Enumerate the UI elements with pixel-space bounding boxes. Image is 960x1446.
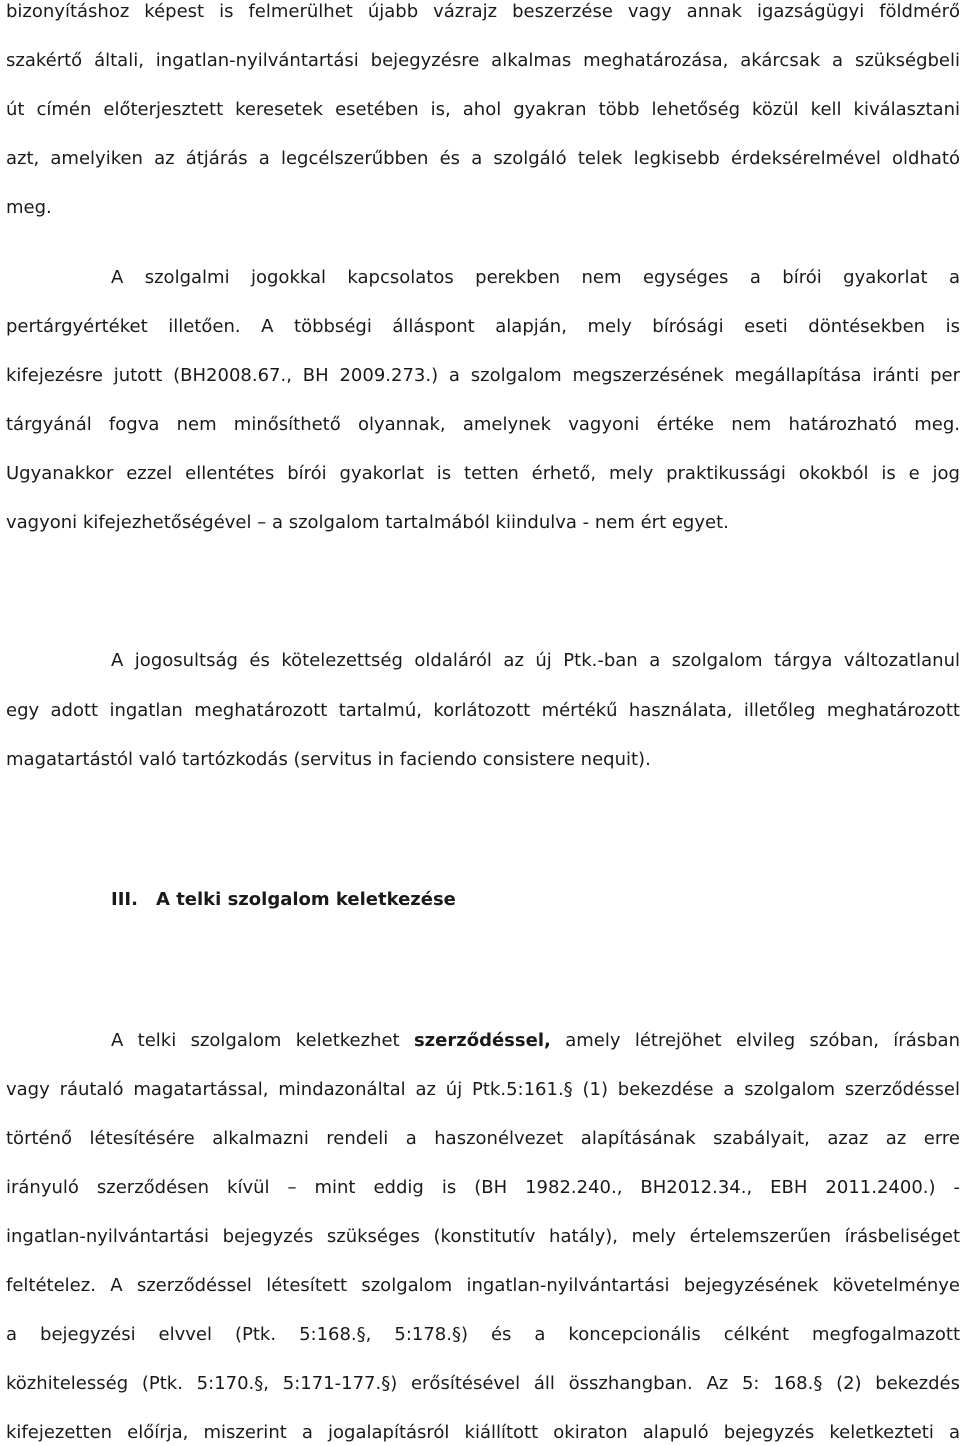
text-line: feltételez. A szerződéssel létesített szolgalom ingatlan-nyilvántartási bejegyzésének követelménye [6,1275,960,1296]
text-line [111,1028,960,1054]
text-line: kifejezetten előírja, miszerint a jogalapításról kiállított okiraton alapuló bejegyzés keletkezteti a [6,1422,960,1443]
text-line: szakértő általi, ingatlan-nyilvántartási bejegyzésre alkalmas meghatározása, akárcsak a szükségbeli [6,50,960,71]
text-line: meg. [6,197,52,218]
text-line: vagyoni kifejezhetőségével – a szolgalom tartalmából kiindulva - nem ért egyet. [6,512,729,533]
text-line: egy adott ingatlan meghatározott tartalmú, korlátozott mértékű használata, illetőleg meghatározott [6,700,960,721]
text-line: A szolgalmi jogokkal kapcsolatos perekben nem egységes a bírói gyakorlat a [111,267,960,288]
text-line: A jogosultság és kötelezettség oldaláról az új Ptk.-ban a szolgalom tárgya változatlanul [111,650,960,671]
text-line: kifejezésre jutott (BH2008.67., BH 2009.273.) a szolgalom megszerzésének megállapítása iránti per [6,365,960,386]
text-line: Ugyanakkor ezzel ellentétes bírói gyakorlat is tetten érhető, mely praktikussági okokból is e jog [6,463,960,484]
text-line: tárgyánál fogva nem minősíthető olyannak, amelynek vagyoni értéke nem határozható meg. [6,414,960,435]
text-line: magatartástól való tartózkodás (servitus in faciendo consistere nequit). [6,749,651,770]
text-line: út címén előterjesztett keresetek esetében is, ahol gyakran több lehetőség közül kell kiválasztani [6,99,960,120]
text-line: vagy ráutaló magatartással, mindazonáltal az új Ptk.5:161.§ (1) bekezdése a szolgalom szerződéssel [6,1079,960,1100]
section-title: A telki szolgalom keletkezése [156,889,456,910]
section-number: III. [111,889,138,910]
text-line: pertárgyértéket illetően. A többségi álláspont alapján, mely bírósági eseti döntésekben is [6,316,960,337]
text-line: a bejegyzési elvvel (Ptk. 5:168.§, 5:178.§) és a koncepcionális célként megfogalmazott [6,1324,960,1345]
text-run: A telki szolgalom keletkezhet [111,1030,400,1051]
text-line: bizonyításhoz képest is felmerülhet újabb vázrajz beszerzése vagy annak igazságügyi földmérő [6,1,960,22]
text-line: azt, amelyiken az átjárás a legcélszerűbben és a szolgáló telek legkisebb érdeksérelmével oldható [6,148,960,169]
text-line: ingatlan-nyilvántartási bejegyzés szükséges (konstitutív hatály), mely értelemszerűen írásbeliséget [6,1226,960,1247]
text-line: közhitelesség (Ptk. 5:170.§, 5:171-177.§) erősítésével áll összhangban. Az 5: 168.§ (2) bekezdés [6,1373,960,1394]
bold-term: szerződéssel, [413,1030,551,1051]
text-run: amely létrejöhet elvileg szóban, írásban [565,1030,960,1051]
text-line: történő létesítésére alkalmazni rendeli a haszonélvezet alapításának szabályait, azaz az erre [6,1128,960,1149]
text-line: irányuló szerződésen kívül – mint eddig is (BH 1982.240., BH2012.34., EBH 2011.2400.) - [6,1177,960,1198]
